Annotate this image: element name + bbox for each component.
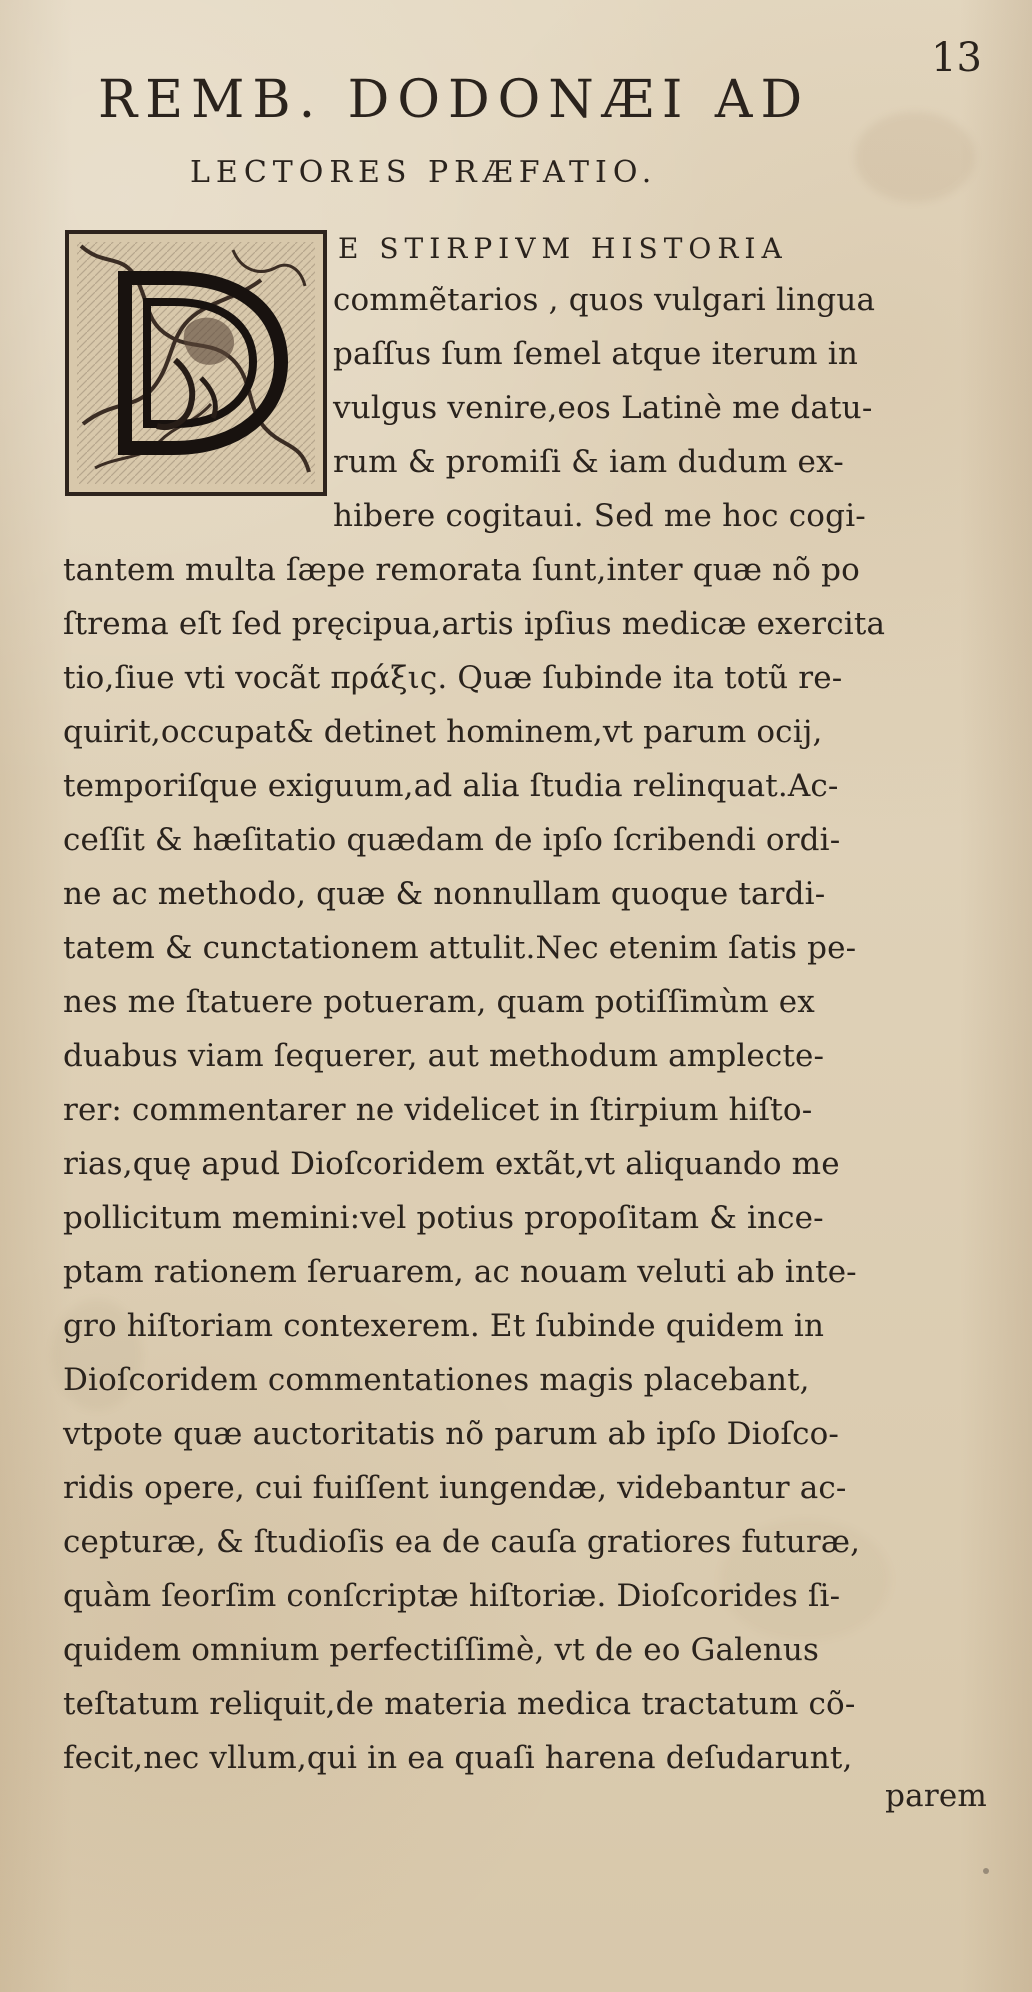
ink-speck <box>983 1868 989 1874</box>
text-line: ceſſit & hæſitatio quædam de ipſo ſcribendi ordi- <box>63 822 841 858</box>
text-line: teſtatum reliquit,de materia medica tractatum cõ- <box>63 1686 856 1722</box>
text-line: vulgus venire,eos Latinè me datu- <box>333 390 873 426</box>
text-line: fecit,nec vllum,qui in ea quaſi harena deſudarunt, <box>63 1740 853 1776</box>
text-line: rum & promiſi & iam dudum ex- <box>333 444 844 480</box>
text-line: commẽtarios , quos vulgari lingua <box>333 282 876 318</box>
text-line: duabus viam ſequerer, aut methodum amplecte- <box>63 1038 825 1074</box>
text-line: cepturæ, & ſtudioſis ea de cauſa gratiores futuræ, <box>63 1524 861 1560</box>
text-line: pollicitum memini:vel potius propoſitam & ince- <box>63 1200 824 1236</box>
text-line: temporiſque exiguum,ad alia ſtudia relinquat.Ac- <box>63 768 839 804</box>
text-line: rer: commentarer ne videlicet in ſtirpium hiſto- <box>63 1092 813 1128</box>
page-number: 13 <box>931 35 982 81</box>
text-line: quirit,occupat& detinet hominem,vt parum ocij, <box>63 714 823 750</box>
text-line: quidem omnium perfectiſſimè, vt de eo Galenus <box>63 1632 820 1668</box>
text-line: nes me ſtatuere potueram, quam potiſſimùm ex <box>63 984 815 1020</box>
text-line: paſſus ſum ſemel atque iterum in <box>333 336 858 372</box>
text-line: vtpote quæ auctoritatis nõ parum ab ipſo Dioſco- <box>63 1416 840 1452</box>
page-subtitle: LECTORES PRÆFATIO. <box>190 155 658 190</box>
text-line: E STIRPIVM HISTORIA <box>338 232 788 265</box>
paper-stain <box>855 112 975 202</box>
text-line: ſtrema eſt ſed pręcipua,artis ipſius medicæ exercita <box>63 606 886 642</box>
text-line: gro hiſtoriam contexerem. Et ſubinde quidem in <box>63 1308 825 1344</box>
text-line: Dioſcoridem commentationes magis placebant, <box>63 1362 810 1398</box>
text-line: quàm ſeorſim conſcriptæ hiſtoriæ. Dioſcorides ſi- <box>63 1578 841 1614</box>
text-line: tatem & cunctationem attulit.Nec etenim ſatis pe- <box>63 930 857 966</box>
text-line: tio,ſiue vti vocãt πράξις. Quæ ſubinde ita totũ re- <box>63 660 843 696</box>
decorated-initial-d-icon <box>63 228 331 500</box>
page-title: REMB. DODONÆI AD <box>98 70 811 130</box>
text-line: ptam rationem ſeruarem, ac nouam veluti ab inte- <box>63 1254 857 1290</box>
text-line: rias,quę apud Dioſcoridem extãt,vt aliquando me <box>63 1146 840 1182</box>
text-line: tantem multa ſæpe remorata ſunt,inter quæ nõ po <box>63 552 860 588</box>
text-line: hibere cogitaui. Sed me hoc cogi- <box>333 498 866 534</box>
text-line: ridis opere, cui fuiſſent iungendæ, videbantur ac- <box>63 1470 847 1506</box>
text-line: ne ac methodo, quæ & nonnullam quoque tardi- <box>63 876 826 912</box>
catchword: parem <box>885 1778 987 1814</box>
